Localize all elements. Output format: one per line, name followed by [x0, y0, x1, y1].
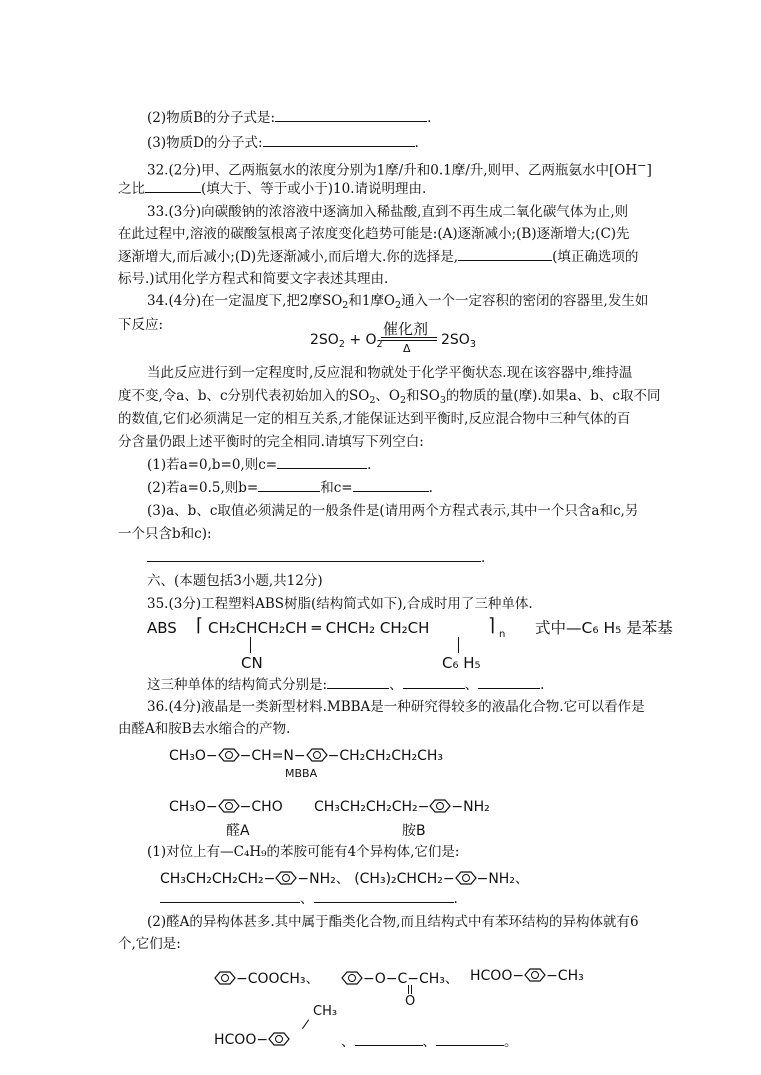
q32-line1: 32.(2分)甲、乙两瓶氨水的浓度分别为1摩/升和0.1摩/升,则甲、乙两瓶氨水中[OH−]	[147, 159, 652, 179]
q33-line2: 在此过程中,溶液的碳酸氢根离子浓度变化趋势可能是:(A)逐渐减小;(B)逐渐增大;(C)先	[118, 226, 630, 242]
answer-blank[interactable]	[403, 676, 465, 689]
answer-blank[interactable]	[355, 1033, 423, 1046]
answer-blank[interactable]	[478, 676, 540, 689]
q33-line3: 逐渐增大,而后减小;(D)先逐渐减小,而后增大.你的选择是, (填正确选项的	[118, 249, 639, 265]
benzene-ring-icon	[455, 871, 477, 885]
q36-s1-structures: CH₃CH₂CH₂CH₂− −NH₂、 (CH₃)₂CHCH₂− −NH₂、	[160, 871, 529, 887]
amine-b-label: 胺B	[402, 823, 426, 839]
benzene-ring-icon	[214, 971, 236, 985]
q34-s3b: 一个只含b和c):	[118, 526, 212, 542]
ester-3: HCOO− −CH₃	[470, 968, 584, 984]
benzene-ring-icon	[275, 871, 297, 885]
q34-p4: 分含量仍跟上述平衡时的完全相同.请填写下列空白:	[118, 434, 424, 450]
equilibrium-arrow-top	[381, 337, 437, 338]
answer-blank[interactable]	[160, 890, 300, 903]
chain-close-bracket: ⌉	[488, 615, 496, 636]
q36-s2: (2)醛A的异构体甚多.其中属于酯类化合物,而且结构式中有苯环结构的异构体就有6	[147, 914, 639, 930]
reaction-equation: $2SO_2 + O_2$	[310, 332, 383, 350]
cn-group: CN	[241, 654, 263, 672]
q35-line1: 35.(3分)工程塑料ABS树脂(结构简式如下),合成时用了三种单体.	[147, 596, 533, 612]
q34-line2: 下反应:	[118, 317, 164, 333]
carbonyl-oxygen: O	[405, 994, 416, 1009]
benzene-ring-icon	[524, 968, 546, 982]
amine-b-structure: CH₃CH₂CH₂CH₂− −NH₂	[314, 799, 490, 815]
q34-p3: 的数值,它们必须满足一定的相互关系,才能保证达到平衡时,反应混合物中三种气体的百	[118, 411, 631, 427]
abs-chain: CH₂CHCH₂CH ═ CHCH₂ CH₂CH	[208, 619, 430, 637]
q31-line2: (2)物质B的分子式是: .	[147, 110, 432, 126]
q36-s2-blanks: 、 、 。	[341, 1034, 518, 1050]
q36-line2: 由醛A和胺B去水缩合的产物.	[118, 721, 291, 737]
q36-s1-blanks: 、 .	[160, 890, 458, 908]
benzene-ring-icon	[268, 1032, 290, 1046]
q34-p2: 度不变,令a、b、c分别代表初始加入的$SO_2$、$O_2$和$SO_3$的物质的量(摩).如果a、b、c取不同	[118, 388, 661, 406]
q34-p1: 当此反应进行到一定程度时,反应混和物就处于化学平衡状态.现在该容器中,维持温	[147, 365, 633, 381]
benzene-ring-icon	[218, 799, 240, 813]
answer-blank[interactable]	[145, 180, 201, 193]
q34-line1: 34.(4分)在一定温度下,把2摩$SO_2$和1摩$O_2$通入一个一定容积的密闭的容器里,发生如	[147, 293, 649, 311]
answer-blank[interactable]	[258, 479, 320, 492]
mbba-label: MBBA	[285, 767, 318, 780]
phenyl-bond	[458, 637, 459, 653]
ester-1: −COOCH₃、	[214, 968, 319, 988]
q33-line4: 标号.)试用化学方程式和简要文字表述其理由.	[118, 271, 389, 287]
carbonyl-bond-2	[411, 985, 412, 994]
section-title: 六、(本题包括3小题,共12分)	[147, 573, 323, 589]
answer-blank[interactable]	[436, 1033, 504, 1046]
q36-line1: 36.(4分)液晶是一类新型材料.MBBA是一种研究得较多的液晶化合物.它可以看作是	[147, 699, 645, 715]
q34-s3-answer: .	[147, 549, 485, 567]
repeat-n: n	[499, 629, 506, 640]
benzene-ring-icon	[341, 971, 363, 985]
answer-blank[interactable]	[353, 479, 429, 492]
catalyst-label: 催化剂	[383, 320, 429, 338]
aldehyde-a-label: 醛A	[226, 823, 250, 839]
mbba-structure: CH₃O− −CH=N− −CH₂CH₂CH₂CH₃	[169, 748, 444, 764]
benzene-ring-icon	[306, 748, 328, 762]
q36-s2b: 个,它们是:	[118, 936, 181, 952]
methyl-substituent: CH₃	[313, 1004, 338, 1019]
ester-2: −O−C−CH₃、	[341, 968, 459, 988]
answer-blank[interactable]	[275, 109, 427, 122]
q34-s2: (2)若a=0.5,则b= 和c= .	[147, 480, 433, 496]
benzene-ring-icon	[218, 748, 240, 762]
q34-s3: (3)a、b、c取值必须满足的一般条件是(请用两个方程式表示,其中一个只含a和c,另	[147, 503, 639, 519]
q36-s1: (1)对位上有—C₄H₉的苯胺可能有4个异构体,它们是:	[147, 844, 460, 860]
ester-4: HCOO−	[214, 1032, 290, 1048]
q34-s1: (1)若a=0,b=0,则c= .	[147, 457, 372, 473]
q33-line1: 33.(3分)向碳酸钠的浓溶液中逐滴加入稀盐酸,直到不再生成二氧化碳气体为止,则	[147, 204, 629, 220]
phenyl-group: C₆ H₅	[442, 654, 481, 672]
abs-label: ABS	[147, 619, 177, 637]
cn-bond	[250, 637, 251, 653]
answer-blank[interactable]	[147, 549, 481, 562]
answer-blank[interactable]	[327, 676, 389, 689]
answer-blank[interactable]	[277, 456, 367, 469]
heat-symbol: Δ	[403, 342, 411, 355]
phenyl-note: 式中—C₆ H₅ 是苯基	[535, 619, 673, 637]
answer-blank[interactable]	[263, 134, 415, 147]
q32-line2: 之比 (填大于、等于或小于)10.请说明理由.	[118, 181, 427, 197]
chain-open-bracket: ⌈	[196, 615, 204, 636]
methyl-bond	[302, 1019, 310, 1029]
reaction-product: $2SO_3$	[441, 332, 476, 350]
benzene-ring-icon	[429, 799, 451, 813]
aldehyde-a-structure: CH₃O− −CHO	[169, 799, 283, 815]
q31-line3: (3)物质D的分子式: .	[147, 135, 419, 151]
answer-blank[interactable]	[458, 248, 552, 261]
equilibrium-arrow-bottom	[381, 340, 437, 341]
q35-line3: 这三种单体的结构简式分别是: 、 、 .	[147, 677, 545, 693]
answer-blank[interactable]	[314, 890, 454, 903]
carbonyl-bond-1	[408, 985, 409, 994]
